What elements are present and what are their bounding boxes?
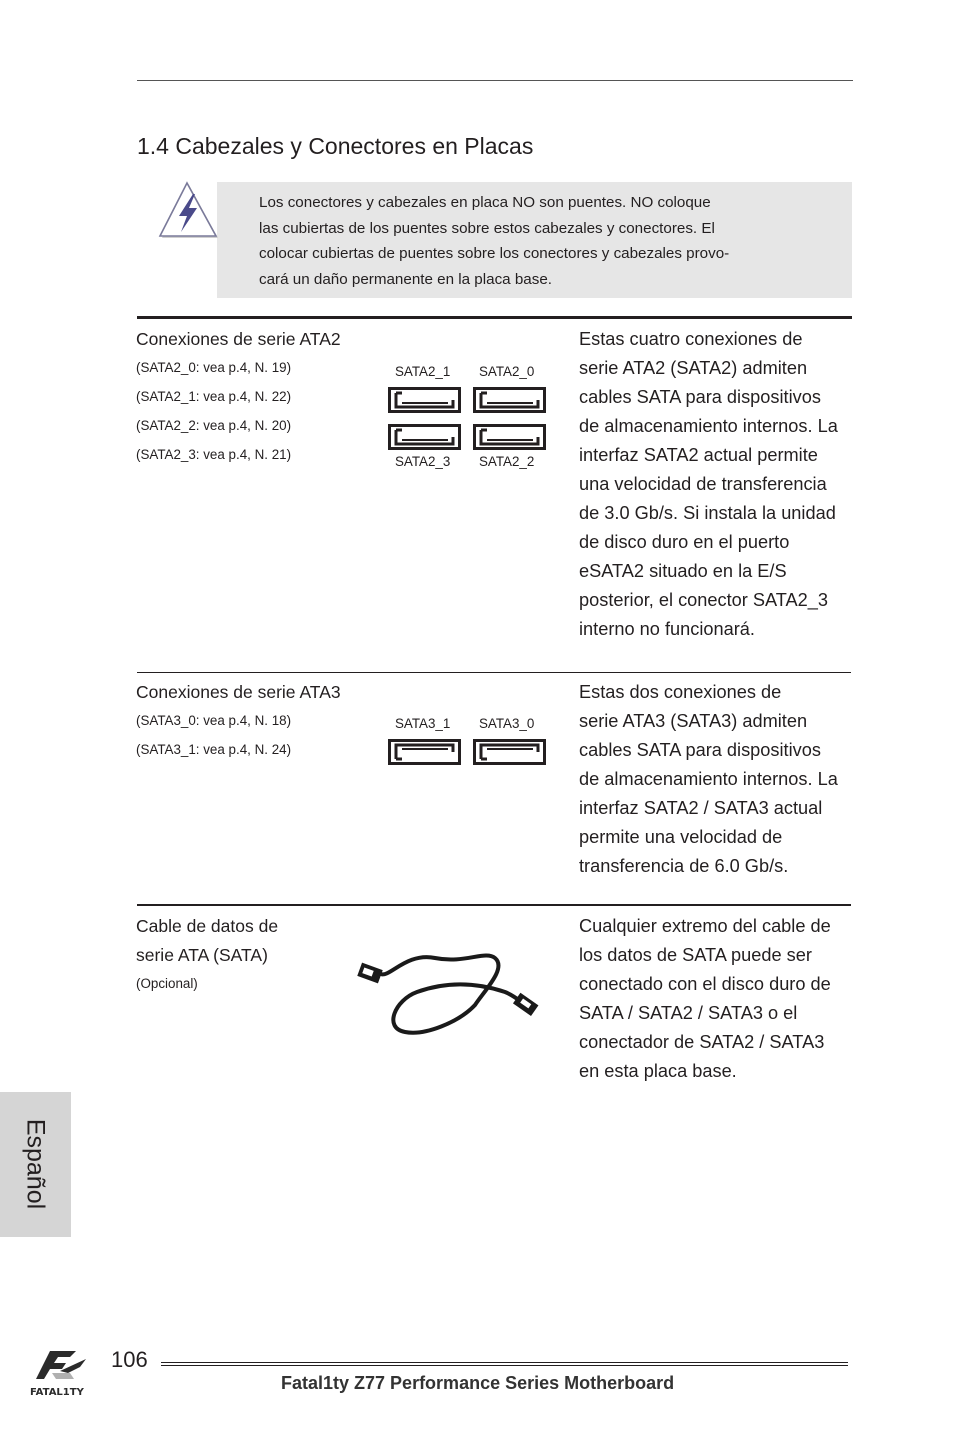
sata3-ref: (SATA3_1: vea p.4, N. 24) — [136, 742, 292, 757]
desc-line: serie ATA2 (SATA2) admiten — [579, 358, 808, 378]
cable-description — [579, 912, 869, 1086]
sata2-description — [579, 325, 869, 644]
sata2-3-caption: SATA2_3 — [395, 454, 451, 469]
sata2-ref: (SATA2_2: vea p.4, N. 20) — [136, 418, 292, 433]
sata-connector-icon — [388, 387, 461, 413]
desc-line: eSATA2 situado en la E/S — [579, 561, 787, 581]
sata-connector-icon — [473, 424, 546, 450]
sata-connector-icon — [388, 424, 461, 450]
desc-line: interfaz SATA2 / SATA3 actual — [579, 798, 823, 818]
cable-note: (Opcional) — [136, 976, 198, 991]
warning-text — [259, 190, 783, 292]
language-label: Español — [21, 1118, 50, 1210]
desc-line: cables SATA para dispositivos — [579, 387, 821, 407]
sata-connector-icon — [473, 739, 546, 765]
fatal1ty-logo — [30, 1349, 106, 1403]
desc-line: conectador de SATA2 / SATA3 — [579, 1032, 825, 1052]
sata-connector-icon — [473, 387, 546, 413]
desc-line: en esta placa base. — [579, 1061, 737, 1081]
warning-line: las cubiertas de los puentes sobre estos cabezales y conectores. El — [259, 219, 715, 237]
sata3-1-caption: SATA3_1 — [395, 716, 451, 731]
cable-label: serie ATA (SATA) — [136, 945, 268, 965]
sata2-2-caption: SATA2_2 — [479, 454, 535, 469]
sata2-0-caption: SATA2_0 — [479, 364, 535, 379]
desc-line: de disco duro en el puerto — [579, 532, 790, 552]
desc-line: permite una velocidad de — [579, 827, 783, 847]
divider — [137, 672, 851, 673]
sata3-0-caption: SATA3_0 — [479, 716, 535, 731]
sata2-label: Conexiones de serie ATA2 — [136, 329, 341, 349]
cable-label: Cable de datos de — [136, 916, 279, 936]
sata2-1-caption: SATA2_1 — [395, 364, 451, 379]
footer-rule — [161, 1362, 848, 1363]
desc-line: Estas cuatro conexiones de — [579, 329, 803, 349]
desc-line: conectado con el disco duro de — [579, 974, 831, 994]
desc-line: una velocidad de transferencia — [579, 474, 827, 494]
desc-line: serie ATA3 (SATA3) admiten — [579, 711, 808, 731]
warning-line: cará un daño permanente en la placa base. — [259, 270, 552, 288]
desc-line: interno no funcionará. — [579, 619, 755, 639]
logo-text: FATAL1TY — [30, 1387, 84, 1398]
sata3-description — [579, 678, 869, 881]
desc-line: interfaz SATA2 actual permite — [579, 445, 818, 465]
section-title: 1.4 Cabezales y Conectores en Placas — [137, 133, 534, 159]
sata-cable-image — [355, 950, 545, 1040]
sata2-ref: (SATA2_0: vea p.4, N. 19) — [136, 360, 292, 375]
sata3-label: Conexiones de serie ATA3 — [136, 682, 341, 702]
desc-line: Cualquier extremo del cable de — [579, 916, 831, 936]
sata3-ref: (SATA3_0: vea p.4, N. 18) — [136, 713, 292, 728]
header-rule — [137, 80, 853, 81]
desc-line: SATA / SATA2 / SATA3 o el — [579, 1003, 798, 1023]
desc-line: posterior, el conector SATA2_3 — [579, 590, 829, 610]
desc-line: de 3.0 Gb/s. Si instala la unidad — [579, 503, 836, 523]
desc-line: de almacenamiento internos. La — [579, 769, 838, 789]
warning-line: colocar cubiertas de puentes sobre los conectores y cabezales provo- — [259, 245, 730, 262]
desc-line: Estas dos conexiones de — [579, 682, 782, 702]
warning-line: Los conectores y cabezales en placa NO son puentes. NO coloque — [259, 194, 711, 211]
desc-line: de almacenamiento internos. La — [579, 416, 838, 436]
footer-product-name: Fatal1ty Z77 Performance Series Motherboard — [281, 1373, 675, 1393]
divider — [137, 904, 851, 906]
section-rule — [137, 316, 852, 319]
desc-line: cables SATA para dispositivos — [579, 740, 821, 760]
page-number: 106 — [111, 1347, 148, 1372]
sata2-ref: (SATA2_3: vea p.4, N. 21) — [136, 447, 292, 462]
sata-connector-icon — [388, 739, 461, 765]
desc-line: los datos de SATA puede ser — [579, 945, 812, 965]
warning-lightning-icon — [157, 180, 219, 240]
desc-line: transferencia de 6.0 Gb/s. — [579, 856, 789, 876]
footer-rule — [161, 1365, 848, 1366]
sata2-ref: (SATA2_1: vea p.4, N. 22) — [136, 389, 292, 404]
